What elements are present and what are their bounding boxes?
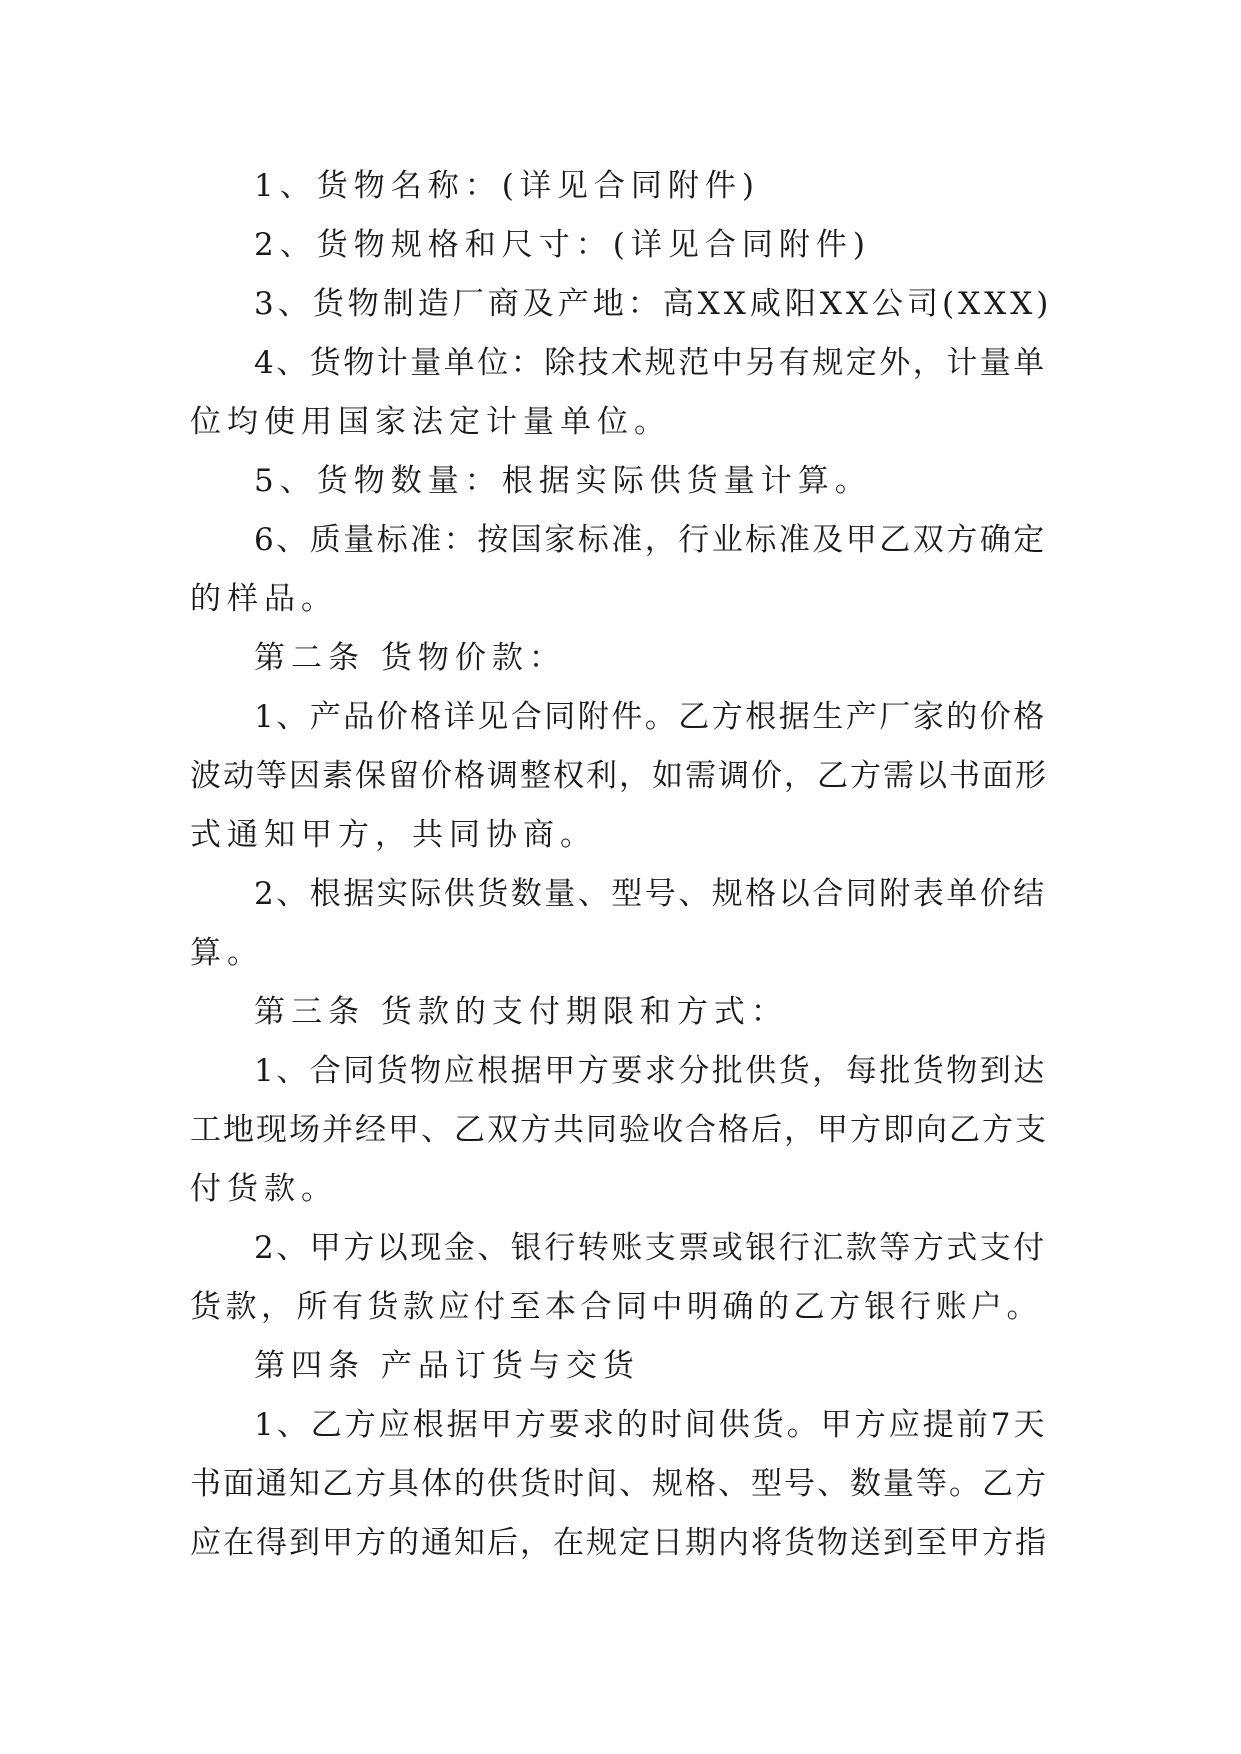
text-line: 1、合同货物应根据甲方要求分批供货，每批货物到达 [254,1053,1047,1089]
text-line: 应在得到甲方的通知后，在规定日期内将货物送到至甲方指 [190,1525,1048,1561]
text-line: 位均使用国家法定计量单位。 [190,404,671,440]
text-line: 2、货物规格和尺寸：(详见合同附件) [254,227,871,263]
text-line: 式通知甲方，共同协商。 [190,817,597,853]
document-body [190,157,1052,1573]
text-line: 1、产品价格详见合同附件。乙方根据生产厂家的价格 [254,699,1047,735]
section-heading: 第四条 产品订货与交货 [254,1348,640,1384]
text-line: 工地现场并经甲、乙双方共同验收合格后，甲方即向乙方支 [190,1112,1048,1148]
text-line: 2、甲方以现金、银行转账支票或银行汇款等方式支付 [254,1230,1047,1266]
text-line: 波动等因素保留价格调整权利，如需调价，乙方需以书面形 [190,758,1048,794]
text-line: 1、货物名称：(详见合同附件) [254,168,760,204]
text-line: 3、货物制造厂商及产地：高XX咸阳XX公司(XXX) [254,286,1053,322]
text-line: 2、根据实际供货数量、型号、规格以合同附表单价结 [254,876,1047,912]
section-heading: 第三条 货款的支付期限和方式： [254,994,788,1030]
text-line: 书面通知乙方具体的供货时间、规格、型号、数量等。乙方 [190,1466,1048,1502]
text-line: 付货款。 [190,1171,338,1207]
text-line: 1、乙方应根据甲方要求的时间供货。甲方应提前7天 [254,1407,1048,1443]
text-line: 5、货物数量：根据实际供货量计算。 [254,463,872,499]
section-heading: 第二条 货物价款： [254,640,566,676]
text-line: 的样品。 [190,581,338,617]
text-line: 货款，所有货款应付至本合同中明确的乙方银行账户。 [190,1289,1042,1325]
text-line: 4、货物计量单位：除技术规范中另有规定外，计量单 [254,345,1047,381]
text-line: 算。 [190,935,264,971]
text-line: 6、质量标准：按国家标准，行业标准及甲乙双方确定 [254,522,1047,558]
